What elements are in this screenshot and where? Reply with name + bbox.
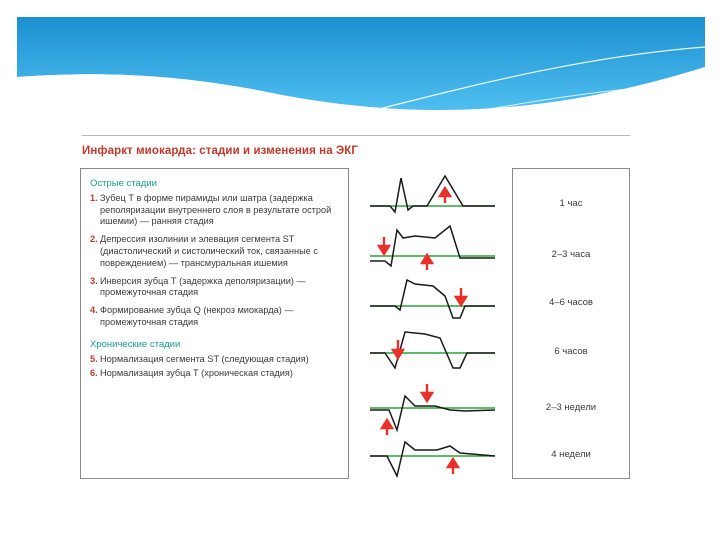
time-label: 2–3 недели xyxy=(545,402,597,413)
time-label: 2–3 часа xyxy=(551,249,591,260)
stage-number: 2. xyxy=(90,234,98,245)
divider xyxy=(82,135,630,136)
stage-number: 1. xyxy=(90,192,98,203)
timeline-panel xyxy=(512,168,630,479)
chronic-heading: Хронические стадии xyxy=(90,338,181,350)
stage-item xyxy=(90,276,340,300)
stage-item xyxy=(90,305,340,329)
stage-text: Нормализация зубца Т (хроническая стадия) xyxy=(100,368,293,379)
ecg-row-4 xyxy=(370,332,495,368)
ecg-row-2 xyxy=(370,226,495,270)
time-label: 6 часов xyxy=(554,346,588,357)
stage-number: 3. xyxy=(90,275,98,286)
arrow-up-icon xyxy=(382,420,392,435)
arrow-down-icon xyxy=(456,288,466,305)
stage-item xyxy=(90,234,340,269)
stage-text: Депрессия изолинии и элевация сегмента ST (диастолический и систолический ток, связанные с повреждением) — трансмуральная ишемия xyxy=(100,234,318,268)
stage-text: Зубец Т в форме пирамиды или шатра (задержка реполяризации внутреннего слоя в результате острой ишемии) — ранняя стадия xyxy=(100,192,332,227)
stage-item xyxy=(90,354,340,366)
arrow-up-icon xyxy=(448,459,458,474)
ecg-row-6 xyxy=(370,442,495,476)
stage-number: 4. xyxy=(90,305,98,316)
stage-text: Инверсия зубца Т (задержка деполяризации) — промежуточная стадия xyxy=(100,275,306,298)
ecg-row-5 xyxy=(370,384,495,435)
stage-text: Нормализация сегмента ST (следующая стадия) xyxy=(100,353,309,364)
header-banner xyxy=(17,17,705,132)
figure-title: Инфаркт миокарда: стадии и изменения на ЭКГ xyxy=(82,145,359,157)
arrow-up-icon xyxy=(422,255,432,270)
stage-number: 6. xyxy=(90,368,98,379)
ecg-trace xyxy=(370,332,495,368)
ecg-row-3 xyxy=(370,280,495,318)
arrow-down-icon xyxy=(379,237,389,254)
ecg-diagram xyxy=(365,168,510,478)
time-label: 4–6 часов xyxy=(549,297,593,308)
ecg-row-1 xyxy=(370,176,495,212)
time-label: 4 недели xyxy=(551,449,591,460)
acute-heading: Острые стадии xyxy=(90,178,157,189)
ecg-trace xyxy=(370,442,495,476)
stage-text: Формирование зубца Q (некроз миокарда) — промежуточная стадия xyxy=(100,305,294,327)
arrow-up-icon xyxy=(440,188,450,203)
stage-number: 5. xyxy=(90,353,98,364)
time-label: 1 час xyxy=(559,198,583,209)
stage-item xyxy=(90,193,340,228)
ecg-trace xyxy=(370,280,495,318)
arrow-down-icon xyxy=(422,384,432,401)
stages-panel xyxy=(80,168,349,479)
stage-item xyxy=(90,368,340,380)
